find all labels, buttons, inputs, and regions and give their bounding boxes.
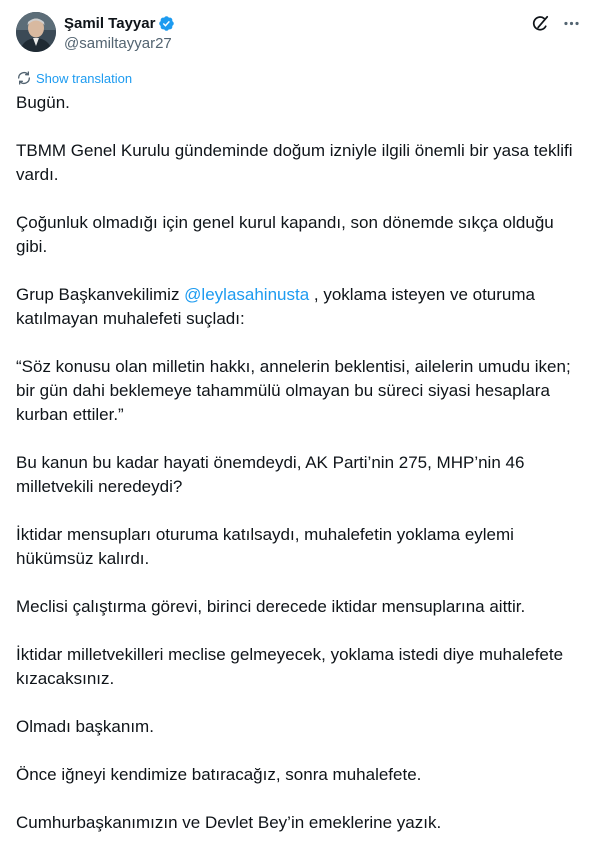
tweet-paragraph: TBMM Genel Kurulu gündeminde doğum izniyle ilgili önemli bir yasa teklifi vardı. xyxy=(16,141,573,184)
more-icon[interactable] xyxy=(562,14,581,33)
tweet-paragraph: Çoğunluk olmadığı için genel kurul kapandı, son dönemde sıkça olduğu gibi. xyxy=(16,213,554,256)
tweet-paragraph: Olmadı başkanım. xyxy=(16,717,154,736)
tweet-quote: “Söz konusu olan milletin hakkı, annelerin beklentisi, ailelerin umudu iken; bir gün dahi beklemeye tahammülü olmayan bu süreci siyasi hesaplara kurban ettiler.” xyxy=(16,357,571,424)
tweet-paragraph: Önce iğneyi kendimize batıracağız, sonra muhalefete. xyxy=(16,765,422,784)
avatar[interactable] xyxy=(16,12,56,52)
tweet-paragraph: Meclisi çalıştırma görevi, birinci derecede iktidar mensuplarına aittir. xyxy=(16,597,526,616)
tweet-text-segment: , yoklama isteyen ve oturuma katılmayan muhalefeti suçladı: xyxy=(16,285,535,328)
tweet-paragraph: İktidar milletvekilleri meclise gelmeyecek, yoklama istedi diye muhalefete kızacaksınız. xyxy=(16,645,564,688)
verified-badge-icon xyxy=(158,15,175,32)
tweet-header xyxy=(16,12,581,56)
grok-icon[interactable] xyxy=(531,14,550,33)
user-handle[interactable]: @samiltayyar27 xyxy=(64,35,172,52)
tweet-paragraph: İktidar mensupları oturuma katılsaydı, muhalefetin yoklama eylemi hükümsüz kalırdı. xyxy=(16,525,514,568)
translate-icon xyxy=(16,70,32,86)
mention-link[interactable]: @leylasahinusta xyxy=(184,285,310,304)
tweet-paragraph-with-mention xyxy=(16,283,581,331)
avatar-image xyxy=(16,12,56,52)
tweet-text-segment: Grup Başkanvekilimiz xyxy=(16,285,185,304)
header-actions xyxy=(531,14,581,33)
author-block xyxy=(64,12,175,54)
tweet-text xyxy=(16,91,581,835)
show-translation-label: Show translation xyxy=(36,70,133,86)
show-translation-link[interactable] xyxy=(16,70,132,86)
display-name[interactable]: Şamil Tayyar xyxy=(64,14,156,32)
tweet-paragraph: Bu kanun bu kadar hayati önemdeydi, AK Parti’nin 275, MHP’nin 46 milletvekili neredeydi? xyxy=(16,453,525,496)
tweet-paragraph: Bugün. xyxy=(16,93,70,112)
tweet-paragraph: Cumhurbaşkanımızın ve Devlet Bey’in emeklerine yazık. xyxy=(16,813,442,832)
